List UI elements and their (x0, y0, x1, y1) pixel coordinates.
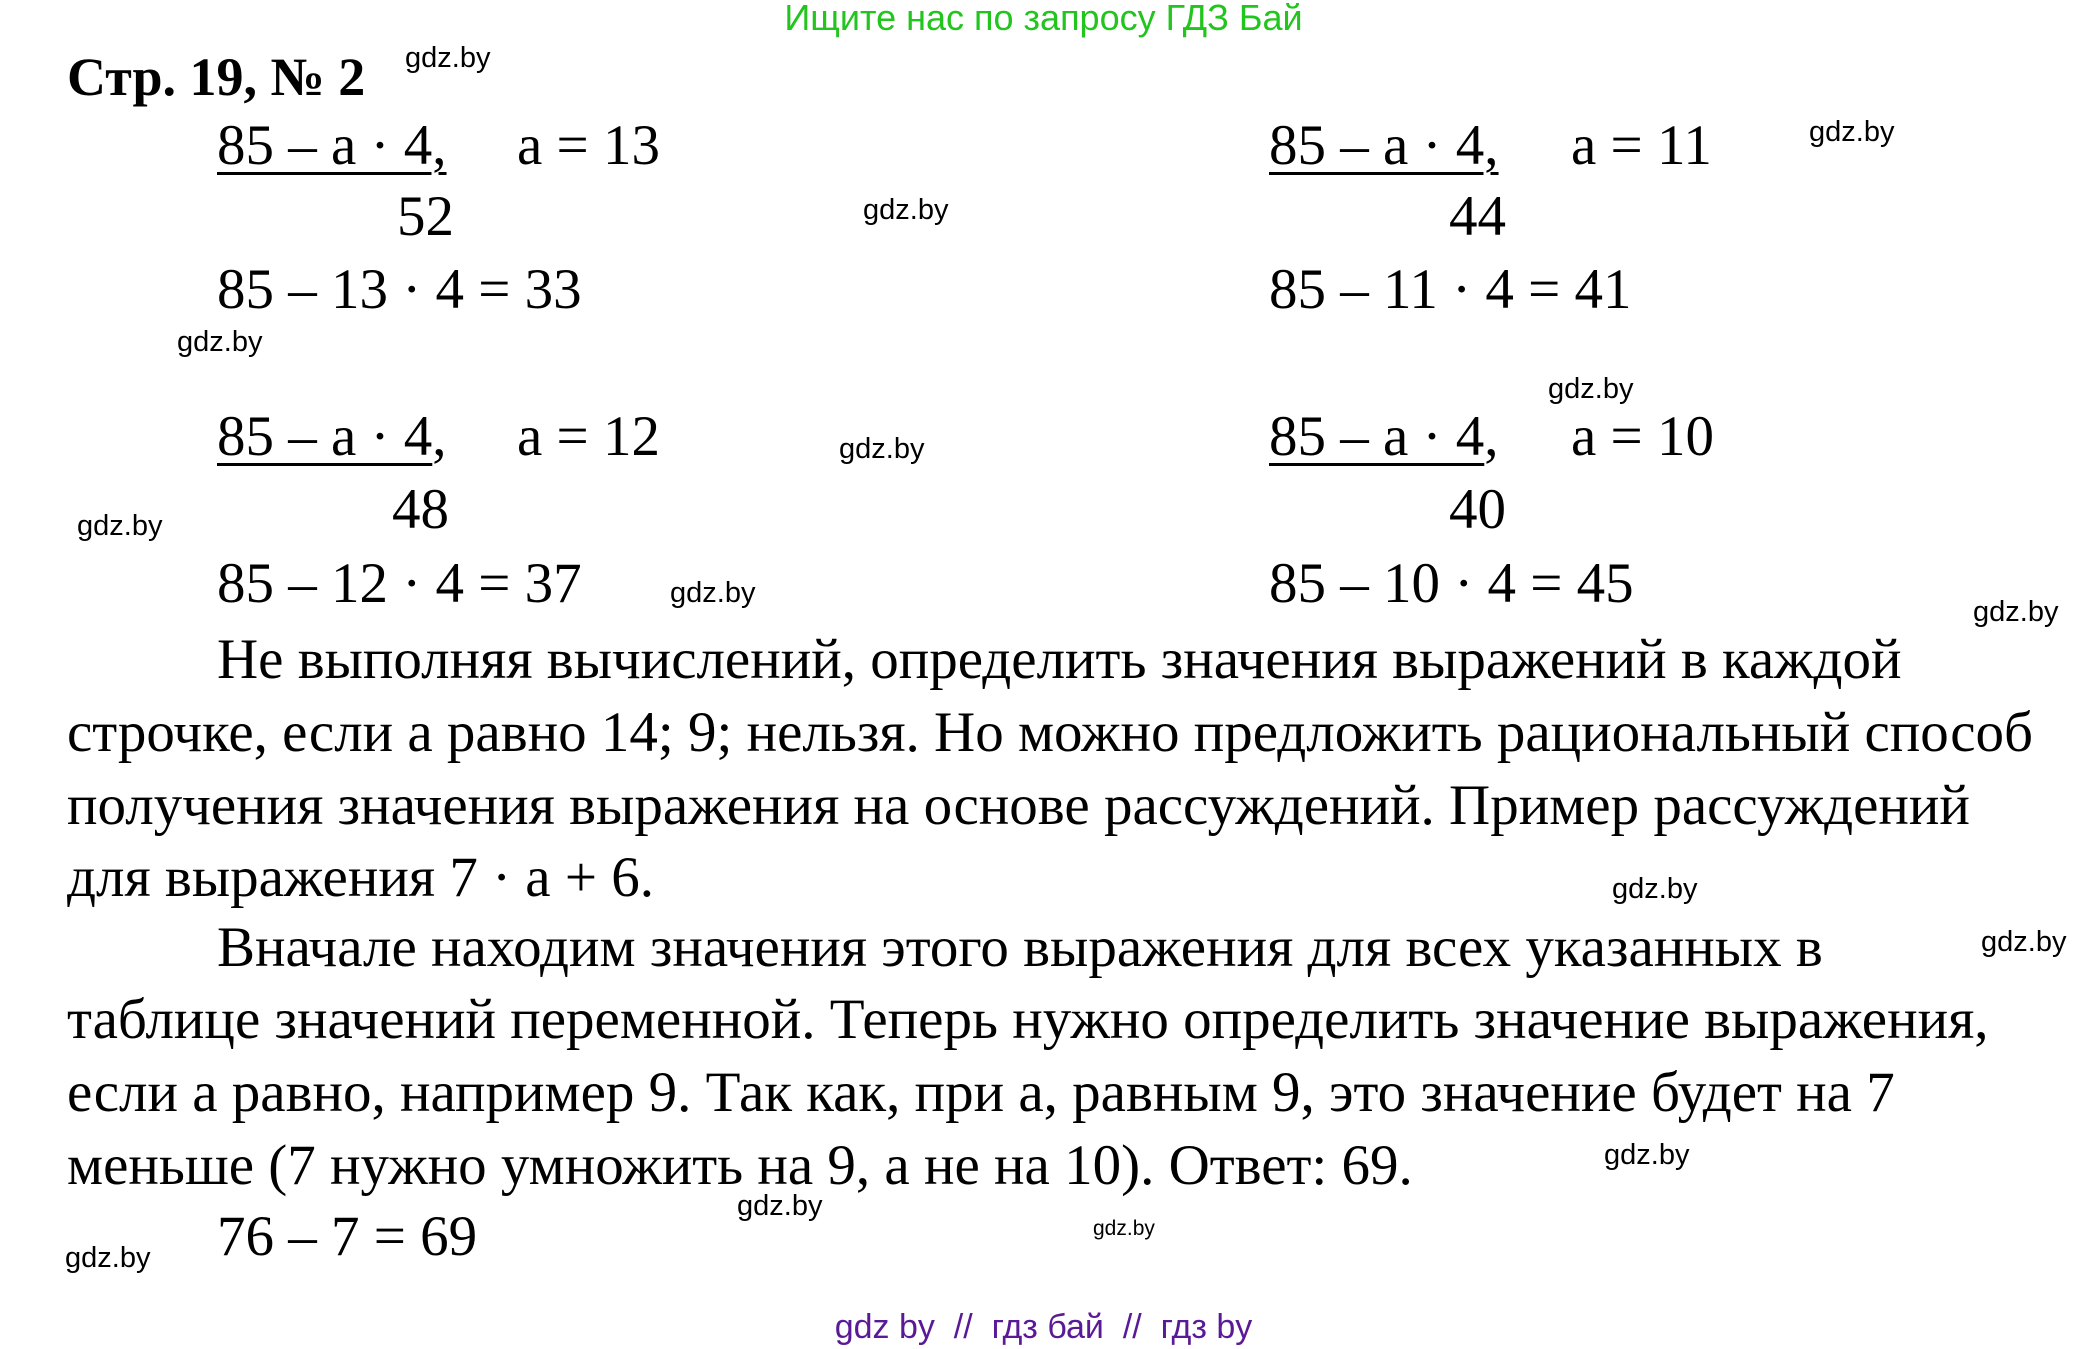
paragraph2-line: меньше (7 нужно умножить на 9, а не на 10). Ответ: 69. (67, 1134, 1413, 1197)
product-2: 44 (1449, 185, 1506, 248)
expression-4 (1269, 405, 1499, 468)
page-title: Стр. 19, № 2 (67, 47, 366, 107)
expression-2: 85 – a · 4, (1269, 114, 1499, 177)
watermark: gdz.by (839, 433, 925, 465)
paragraph2-line: Вначале находим значения этого выражения для всех указанных в (217, 916, 1823, 979)
paragraph1-line: получения значения выражения на основе рассуждений. Пример рассуждений (67, 774, 1970, 837)
watermark: gdz.by (1981, 926, 2067, 958)
watermark: gdz.by (65, 1242, 151, 1274)
condition-2: a = 11 (1571, 114, 1712, 177)
watermark: gdz.by (1093, 1217, 1155, 1240)
watermark: gdz.by (1973, 596, 2059, 628)
expression-3 (217, 405, 447, 468)
footer-links: gdz by // гдз бай // гдз by (834, 1308, 1253, 1346)
expression-4-text: 85 – a · 4 (1269, 405, 1485, 468)
product-3: 48 (392, 478, 449, 541)
watermark: gdz.by (1604, 1139, 1690, 1171)
condition-3: a = 12 (517, 405, 660, 468)
expression-1: 85 – a · 4, (217, 114, 447, 177)
watermark: gdz.by (405, 42, 491, 74)
watermark: gdz.by (670, 577, 756, 609)
watermark: gdz.by (1548, 373, 1634, 405)
search-banner: Ищите нас по запросу ГДЗ Бай (784, 0, 1303, 38)
expression-3-text: 85 – a · 4 (217, 405, 433, 468)
watermark: gdz.by (737, 1190, 823, 1222)
paragraph1-line: Не выполняя вычислений, определить значения выражений в каждой (217, 628, 1902, 691)
condition-1: a = 13 (517, 114, 660, 177)
final-calculation: 76 – 7 = 69 (217, 1205, 478, 1268)
expression-3-comma: , (432, 405, 447, 468)
paragraph1-line: строчке, если а равно 14; 9; нельзя. Но можно предложить рациональный способ (67, 701, 2033, 764)
result-4: 85 – 10 · 4 = 45 (1269, 552, 1634, 615)
result-2: 85 – 11 · 4 = 41 (1269, 258, 1632, 321)
product-1: 52 (397, 185, 454, 248)
watermark: gdz.by (863, 194, 949, 226)
watermark: gdz.by (1809, 116, 1895, 148)
paragraph2-line: если а равно, например 9. Так как, при а, равным 9, это значение будет на 7 (67, 1061, 1895, 1124)
paragraph2-line: таблице значений переменной. Теперь нужно определить значение выражения, (67, 988, 1989, 1051)
result-3: 85 – 12 · 4 = 37 (217, 552, 582, 615)
watermark: gdz.by (77, 510, 163, 542)
condition-4: a = 10 (1571, 405, 1714, 468)
expression-4-comma: , (1484, 405, 1499, 468)
paragraph1-line: для выражения 7 · a + 6. (67, 846, 655, 909)
watermark: gdz.by (177, 326, 263, 358)
product-4: 40 (1449, 478, 1506, 541)
watermark: gdz.by (1612, 873, 1698, 905)
result-1: 85 – 13 · 4 = 33 (217, 258, 582, 321)
